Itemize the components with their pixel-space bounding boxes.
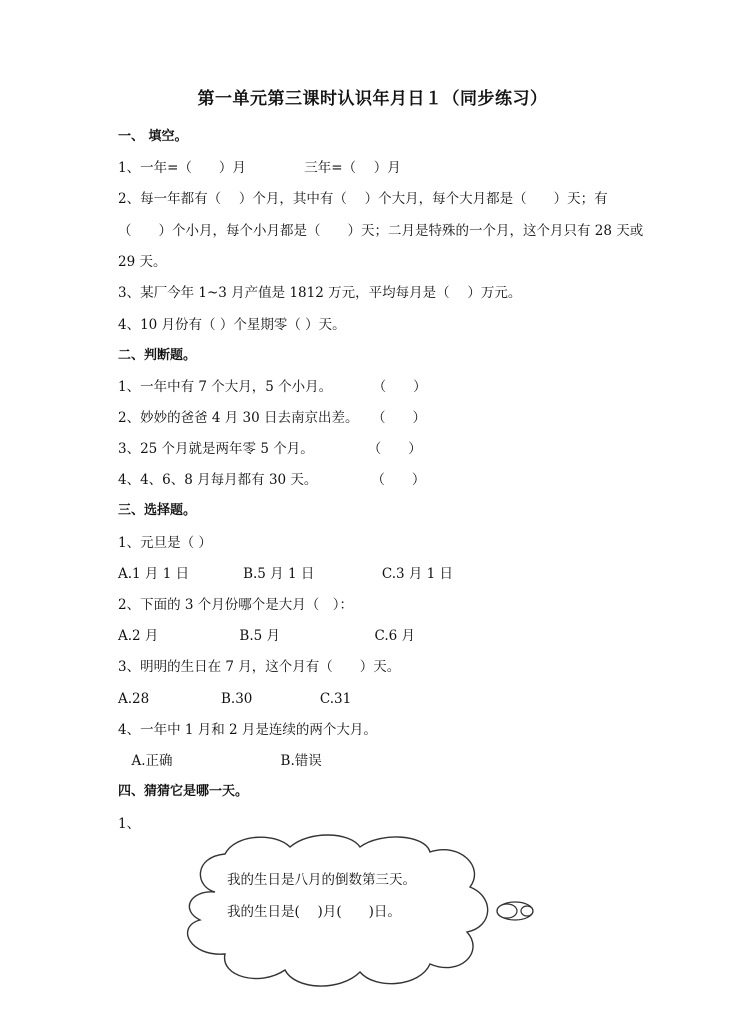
section-heading: 三、选择题。 xyxy=(118,503,197,518)
section-heading: 四、猜猜它是哪一天。 xyxy=(118,784,249,799)
question-line: 2、妙妙的爸爸 4 月 30 日去南京出差。 （ ） xyxy=(118,410,427,426)
question-line: 4、一年中 1 月和 2 月是连续的两个大月。 xyxy=(118,722,377,738)
question-line: 1、一年中有 7 个大月，5 个小月。 （ ） xyxy=(118,379,427,395)
page-title: 第一单元第三课时认识年月日１（同步练习） xyxy=(197,89,548,109)
thought-cloud xyxy=(175,832,545,994)
question-line: 3、25 个月就是两年零 5 个月。 （ ） xyxy=(118,441,422,457)
question-line: A.正确 B.错误 xyxy=(118,753,322,769)
cloud-bubble-small xyxy=(521,906,533,916)
question-line: 1、元旦是（ ） xyxy=(118,535,212,551)
question-line: 3、明明的生日在 7 月，这个月有（ ）天。 xyxy=(118,659,401,675)
question-line: A.1 月 1 日 B.5 月 1 日 C.3 月 1 日 xyxy=(118,566,454,582)
question-line: （ ）个小月，每个小月都是（ ）天；二月是特殊的一个月，这个月只有 28 天或 xyxy=(118,223,644,239)
question-line: 4、10 月份有（ ）个星期零（ ）天。 xyxy=(118,317,346,333)
cloud-line-1: 我的生日是八月的倒数第三天。 xyxy=(227,872,416,888)
section-heading: 一、 填空。 xyxy=(118,129,188,144)
question-line: 2、下面的 3 个月份哪个是大月（ ）： xyxy=(118,597,354,613)
question-line: 3、某厂今年 1~3 月产值是 1812 万元，平均每月是（ ）万元。 xyxy=(118,285,522,301)
question-line: A.2 月 B.5 月 C.6 月 xyxy=(118,628,416,644)
cloud-bubble-medium xyxy=(497,904,517,918)
question-line: 29 天。 xyxy=(118,254,167,270)
question-line: A.28 B.30 C.31 xyxy=(118,691,352,707)
question-line: 2、每一年都有（ ）个月，其中有（ ）个大月，每个大月都是（ ）天；有 xyxy=(118,191,608,207)
question-line: 1、一年=（ ）月 三年=（ ）月 xyxy=(118,160,401,176)
cloud-line-2: 我的生日是( )月( )日。 xyxy=(227,904,401,920)
question-line: 4、4、6、8 月每月都有 30 天。 （ ） xyxy=(118,472,426,488)
question-line: 1、 xyxy=(118,816,141,832)
section-heading: 二、判断题。 xyxy=(118,348,197,363)
